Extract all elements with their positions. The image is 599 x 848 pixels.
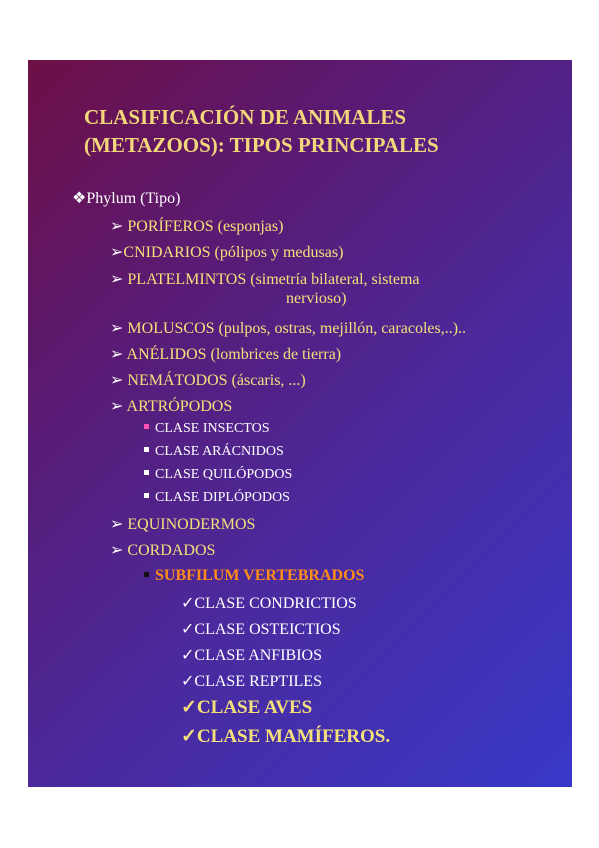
subphylum-label: SUBFILUM VERTEBRADOS bbox=[155, 567, 365, 584]
check-icon: ✓ bbox=[181, 697, 197, 718]
list-item bbox=[181, 671, 322, 691]
phylum-name: ANÉLIDOS bbox=[126, 346, 207, 363]
class-label: CLASE QUILÓPODOS bbox=[155, 467, 293, 482]
black-square-bullet-icon bbox=[144, 572, 149, 577]
class-label: CLASE REPTILES bbox=[194, 673, 322, 690]
list-item bbox=[144, 444, 284, 460]
list-item bbox=[110, 269, 420, 289]
arrow-bullet-icon: ➢ bbox=[110, 271, 124, 288]
list-item bbox=[144, 490, 290, 506]
list-item bbox=[110, 370, 306, 390]
class-label: CLASE ARÁCNIDOS bbox=[155, 444, 284, 459]
phylum-name: NEMÁTODOS bbox=[127, 372, 228, 389]
phylum-name: CNIDARIOS bbox=[123, 244, 211, 261]
arrow-bullet-icon: ➢ bbox=[110, 372, 124, 389]
check-icon: ✓ bbox=[181, 595, 195, 612]
list-item bbox=[181, 725, 390, 748]
square-bullet-icon bbox=[144, 470, 149, 475]
square-bullet-icon bbox=[144, 447, 149, 452]
list-item bbox=[181, 619, 341, 639]
class-label: CLASE INSECTOS bbox=[155, 421, 270, 436]
diamond-bullet-icon: ❖ bbox=[72, 190, 87, 207]
check-icon: ✓ bbox=[181, 647, 195, 664]
class-label: CLASE ANFIBIOS bbox=[194, 647, 322, 664]
phylum-desc-continued: nervioso) bbox=[286, 290, 347, 307]
arrow-bullet-icon: ➢ bbox=[110, 218, 124, 235]
phylum-desc: (áscaris, ...) bbox=[227, 372, 306, 389]
phylum-name: MOLUSCOS bbox=[127, 320, 215, 337]
arrow-bullet-icon: ➢ bbox=[110, 542, 124, 559]
class-label: CLASE DIPLÓPODOS bbox=[155, 490, 290, 505]
list-item bbox=[181, 593, 357, 613]
phylum-name: PORÍFEROS bbox=[127, 218, 214, 235]
class-label: CLASE MAMÍFEROS. bbox=[196, 726, 391, 747]
class-label: CLASE CONDRICTIOS bbox=[194, 595, 357, 612]
phylum-name: EQUINODERMOS bbox=[127, 516, 256, 533]
list-item bbox=[110, 318, 466, 338]
square-bullet-icon bbox=[144, 493, 149, 498]
phylum-desc: (esponjas) bbox=[213, 218, 284, 235]
list-item bbox=[110, 540, 215, 560]
list-item bbox=[110, 396, 232, 416]
arrow-bullet-icon: ➢ bbox=[110, 320, 124, 337]
list-item bbox=[110, 242, 343, 262]
list-item bbox=[144, 421, 269, 437]
list-item bbox=[144, 467, 292, 483]
list-item bbox=[110, 216, 283, 236]
arrow-bullet-icon: ➢ bbox=[110, 346, 124, 363]
phylum-desc: (pulpos, ostras, mejillón, caracoles,..).. bbox=[214, 320, 467, 337]
phylum-desc: (pólipos y medusas) bbox=[210, 244, 344, 261]
list-item bbox=[181, 696, 312, 719]
check-icon: ✓ bbox=[181, 673, 195, 690]
subphylum-item bbox=[144, 567, 364, 585]
slide-title-line-2: (METAZOOS): TIPOS PRINCIPALES bbox=[84, 133, 439, 157]
phylum-name: CORDADOS bbox=[127, 542, 216, 559]
list-item bbox=[110, 344, 341, 364]
arrow-bullet-icon: ➢ bbox=[110, 244, 124, 261]
arrow-bullet-icon: ➢ bbox=[110, 516, 124, 533]
list-item bbox=[110, 514, 255, 534]
phylum-heading bbox=[72, 188, 180, 208]
list-item bbox=[181, 645, 322, 665]
phylum-name: PLATELMINTOS bbox=[127, 271, 247, 288]
check-icon: ✓ bbox=[181, 621, 195, 638]
phylum-name: ARTRÓPODOS bbox=[126, 398, 233, 415]
phylum-label: Phylum (Tipo) bbox=[86, 190, 181, 207]
class-label: CLASE AVES bbox=[196, 697, 313, 718]
check-icon: ✓ bbox=[181, 726, 197, 747]
slide-title-line-1: CLASIFICACIÓN DE ANIMALES bbox=[84, 105, 407, 129]
phylum-desc: (simetría bilateral, sistema bbox=[246, 271, 420, 288]
phylum-desc: (lombrices de tierra) bbox=[206, 346, 342, 363]
pink-square-bullet-icon bbox=[144, 424, 149, 429]
arrow-bullet-icon: ➢ bbox=[110, 398, 124, 415]
slide bbox=[28, 60, 572, 787]
class-label: CLASE OSTEICTIOS bbox=[194, 621, 341, 638]
